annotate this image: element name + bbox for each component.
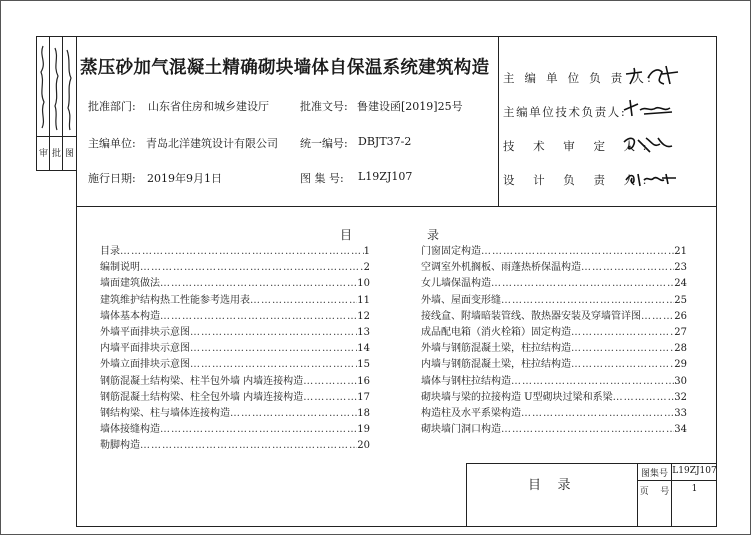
document-title: 蒸压砂加气混凝土精确砌块墙体自保温系统建筑构造 [80,58,490,78]
toc-entry-title: 墙体基本构造 [100,310,160,322]
toc-entry [100,423,370,437]
titleblock-name: 目 录 [528,478,571,493]
signature-4 [622,166,682,190]
left-signature-strip [36,36,76,170]
toc-entry-page: 30 [674,375,687,387]
toc-entry-page: 16 [357,375,370,387]
atlas-number: L19ZJ107 [358,170,413,183]
toc-entry [421,245,687,259]
toc-entry [100,342,370,356]
toc-entry-page: 10 [357,278,370,290]
toc-entry [421,294,687,308]
toc-entry [100,375,370,389]
resp-label-4: 设 计 负 责 人: [503,173,654,187]
toc-entry [100,310,370,324]
toc-entry-page: 25 [674,294,687,306]
toc-entry-title: 钢筋混凝土结构梁、柱全包外墙 内墙连接构造 [100,391,304,403]
toc-leader-dots [571,358,674,372]
titleblock-left [466,463,467,527]
toc-entry-page: 11 [357,294,370,306]
toc-entry-title: 构造柱及水平系梁构造 [421,408,521,419]
toc-entry-page: 15 [357,359,370,371]
effective-date: 2019年9月1日 [147,172,222,185]
toc-entry-page: 12 [357,310,370,322]
signature-3 [620,130,680,156]
toc-leader-dots [501,294,674,308]
toc-entry [421,261,687,275]
toc-entry-page: 24 [674,278,687,290]
toc-entry-page: 20 [357,440,370,452]
toc-entry [421,423,687,437]
toc-entry [421,375,687,389]
toc-entry-page: 13 [357,327,370,338]
strip-cell-2: 批 [52,149,62,159]
toc-leader-dots [160,423,357,437]
strip-signature-3 [63,42,75,132]
titleblock-top [466,463,717,464]
toc-leader-dots [140,261,364,275]
toc-entry-title: 编制说明 [100,262,140,274]
toc-entry-page: 21 [674,246,687,257]
serial: DBJT37-2 [358,135,412,148]
toc-leader-dots [571,342,674,356]
toc-entry-title: 外墙立面排块示意图 [100,359,190,371]
approval-dept: 山东省住房和城乡建设厅 [148,100,269,113]
toc-entry-title: 钢结构梁、柱与墙体连接构造 [100,408,230,419]
toc-entry [100,326,370,340]
toc-entry-title: 建筑维护结构热工性能参考选用表 [100,294,250,306]
toc-entry-title: 勒脚构造 [100,440,140,452]
toc-entry-page: 32 [674,391,687,403]
toc-entry [100,294,370,308]
toc-entry [421,342,687,356]
toc-entry [421,310,687,324]
toc-leader-dots [140,439,357,453]
toc-leader-dots [190,326,357,340]
toc-leader-dots [303,391,357,405]
toc-entry [421,407,687,421]
toc-leader-dots [511,375,674,389]
toc-entry-title: 成品配电箱（消火栓箱）固定构造 [421,327,571,338]
strip-signature-1 [37,42,49,132]
toc-leader-dots [190,358,357,372]
toc-entry-title: 墙体与钢柱拉结构造 [421,375,511,387]
editor-unit-label: 主编单位: [88,137,136,150]
strip-signature-2 [50,42,62,132]
toc-entry-page: 29 [674,359,687,371]
toc-entry-title: 钢筋混凝土结构梁、柱半包外墙 内墙连接构造 [100,375,304,387]
strip-cell-1: 审 [39,149,49,159]
toc-leader-dots [250,294,357,308]
toc-entry [100,245,370,259]
signature-1 [622,62,682,88]
toc-entry-title: 内墙与钢筋混凝土梁，柱拉结构造 [421,359,571,371]
titleblock-page-label: 页 号 [639,487,670,497]
toc-leader-dots [491,277,674,291]
toc-leader-dots [303,375,357,389]
approval-dept-label: 批准部门: [88,100,136,113]
toc-entry-page: 27 [674,327,687,338]
toc-entry-page: 34 [674,424,687,436]
toc-entry [421,358,687,372]
toc-heading-right: 录 [427,228,440,242]
approval-doc: 鲁建设函[2019]25号 [357,100,463,113]
toc-leader-dots [160,310,357,324]
toc-entry-title: 接线盒、附墙暗装管线、散热器安装及穿墙管详图 [421,310,641,322]
toc-entry-page: 19 [357,424,370,436]
toc-entry-title: 砌块墙门洞口构造 [421,424,501,436]
header-divider-vertical [498,36,499,206]
toc-entry-title: 墙面建筑做法 [100,278,160,290]
toc-leader-dots [501,423,674,437]
approval-doc-label: 批准文号: [300,100,348,113]
toc-leader-dots [230,407,357,421]
toc-entry-page: 14 [357,343,370,355]
toc-entry-page: 23 [674,262,687,274]
toc-leader-dots [581,261,674,275]
toc-entry-title: 砌块墙与梁的拉接构造 U型砌块过梁和系梁 [421,391,613,403]
toc-entry [100,261,370,275]
toc-entry-title: 空调室外机搁板、雨蓬热桥保温构造 [421,262,581,274]
resp-label-2: 主编单位技术负责人: [503,105,627,119]
toc-entry [421,277,687,291]
toc-entry-page: 2 [363,262,370,274]
toc-entry-page: 28 [674,343,687,355]
toc-heading-left: 目 [340,228,353,242]
serial-label: 统一编号: [300,137,348,150]
toc-entry [421,391,687,405]
toc-leader-dots [571,326,674,340]
toc-entry-title: 内墙平面排块示意图 [100,343,190,355]
toc-entry [100,358,370,372]
toc-entry-title: 外墙、屋面变形缝 [421,294,501,306]
resp-label-1: 主 编 单 位 负 责 人: [503,71,655,85]
toc-entry-title: 墙体接缝构造 [100,424,160,436]
titleblock-page-number: 1 [691,484,698,494]
toc-leader-dots [641,310,674,324]
toc-entry-page: 1 [363,246,370,257]
toc-entry [100,407,370,421]
toc-entry [100,439,370,453]
titleblock-row-divider [637,480,717,481]
toc-leader-dots [521,407,674,421]
toc-entry [100,391,370,405]
toc-entry-title: 门窗固定构造 [421,246,481,257]
toc-leader-dots [481,245,674,259]
toc-entry-page: 33 [674,408,687,419]
toc-leader-dots [190,342,357,356]
resp-label-3: 技 术 审 定 人: [503,139,654,153]
toc-entry-page: 17 [357,391,370,403]
editor-unit: 青岛北洋建筑设计有限公司 [146,137,278,150]
strip-cell-3: 图 [65,149,75,159]
toc-entry-page: 18 [357,408,370,419]
toc-entry [100,277,370,291]
toc-entry-title: 目录 [100,246,120,257]
effective-label: 施行日期: [88,172,136,185]
toc-entry-title: 女儿墙保温构造 [421,278,491,290]
toc-leader-dots [120,245,364,259]
toc-leader-dots [160,277,357,291]
toc-entry [421,326,687,340]
toc-entry-title: 外墙与钢筋混凝土梁，柱拉结构造 [421,343,571,355]
toc-entry-title: 外墙平面排块示意图 [100,327,190,338]
titleblock-atlas-label: 图集号 [640,469,668,479]
toc-entry-page: 26 [674,310,687,322]
signature-2 [620,96,680,120]
toc-leader-dots [613,391,675,405]
header-divider-horizontal [76,206,717,207]
titleblock-atlas-number: L19ZJ107 [672,466,717,476]
atlas-label: 图 集 号: [300,172,344,185]
